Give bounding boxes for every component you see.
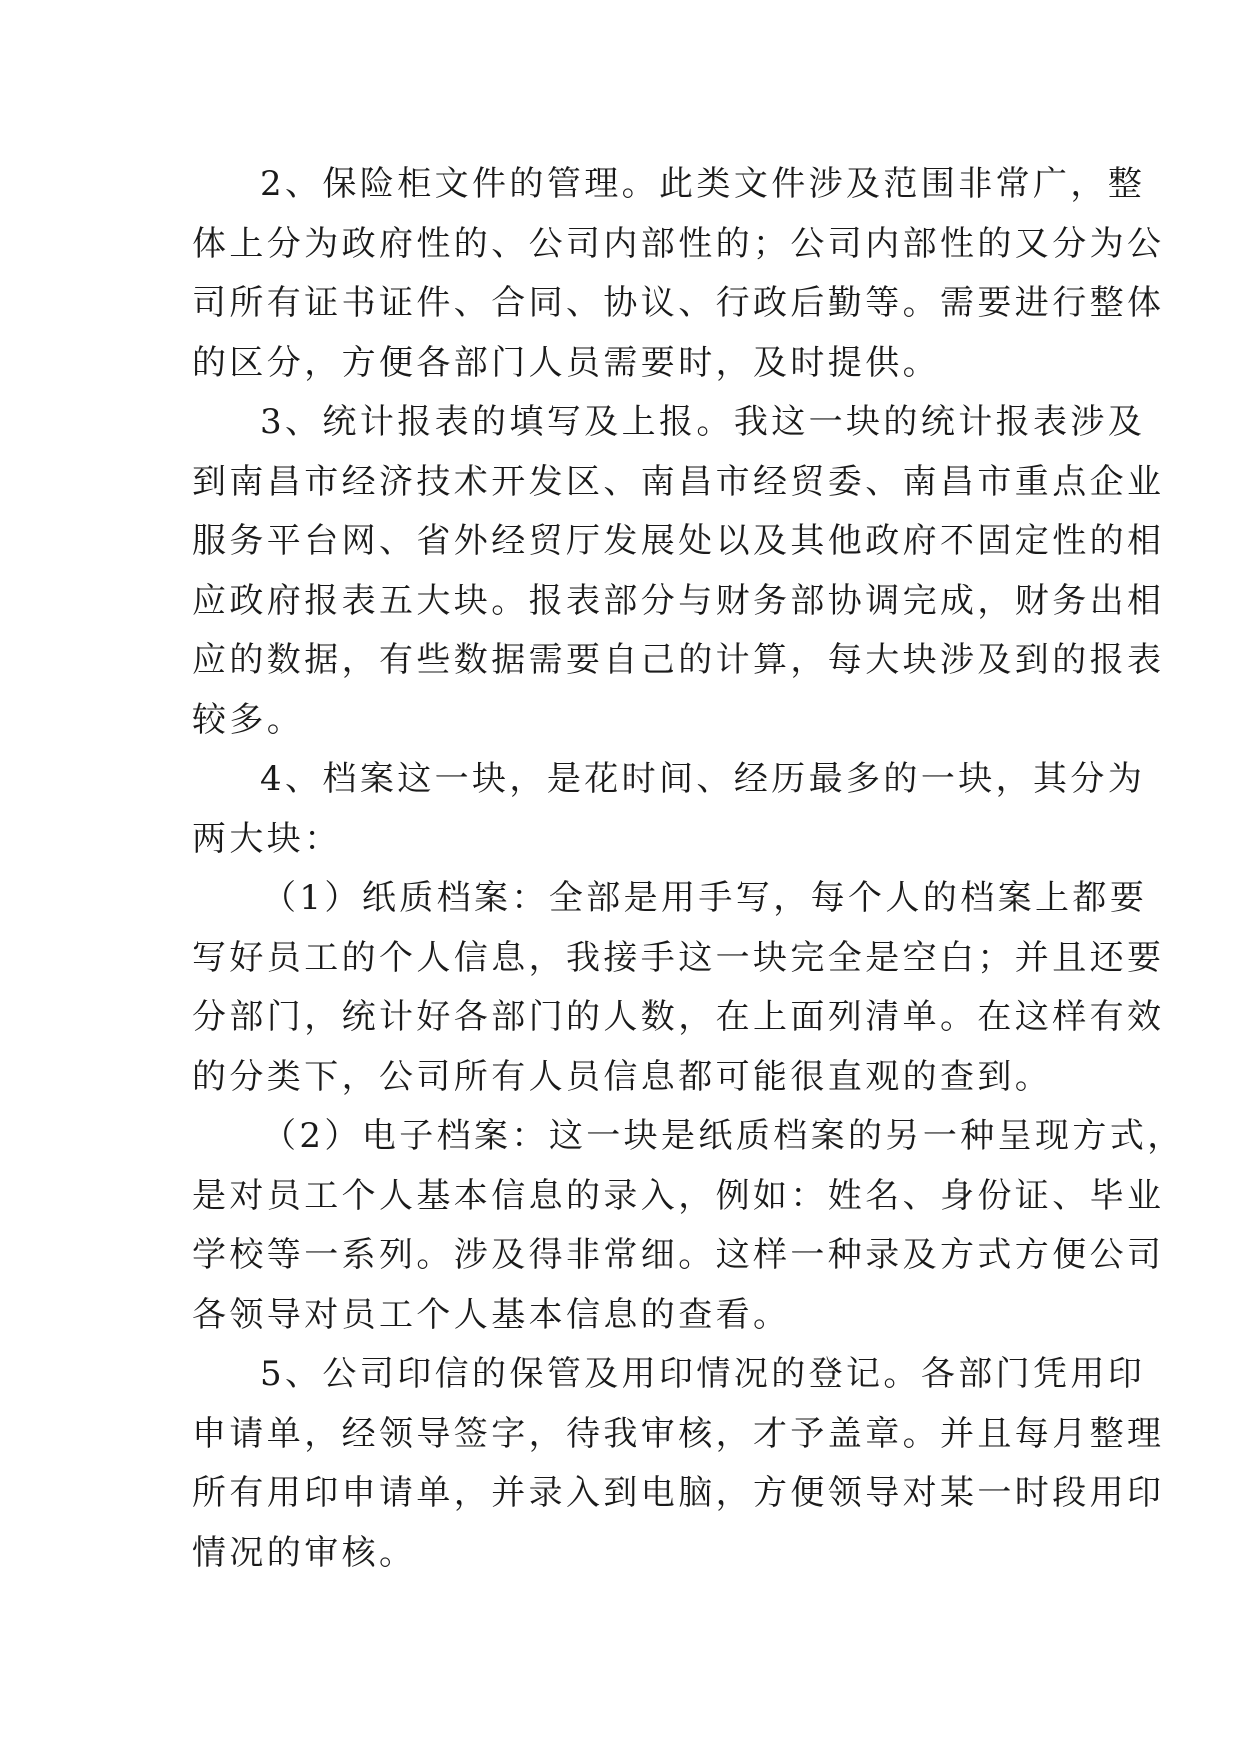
text-line: （2）电子档案：这一块是纸质档案的另一种呈现方式， xyxy=(262,1116,1185,1156)
text-line: 应的数据，有些数据需要自己的计算，每大块涉及到的报表 xyxy=(192,640,1165,680)
text-line: 服务平台网、省外经贸厅发展处以及其他政府不固定性的相 xyxy=(192,521,1165,561)
paragraph-seal-management xyxy=(192,1345,1165,1583)
text-line: 4、档案这一块，是花时间、经历最多的一块，其分为 xyxy=(260,759,1146,799)
text-line: 写好员工的个人信息，我接手这一块完全是空白；并且还要 xyxy=(192,937,1165,978)
text-line: 5、公司印信的保管及用印情况的登记。各部门凭用印 xyxy=(260,1354,1146,1394)
paragraph-electronic-archives xyxy=(192,1107,1185,1345)
text-line: 的区分，方便各部门人员需要时，及时提供。 xyxy=(192,342,940,383)
text-line: 所有用印申请单，并录入到电脑，方便领导对某一时段用印 xyxy=(192,1473,1165,1513)
paragraph-paper-archives xyxy=(192,869,1165,1107)
paragraph-archives xyxy=(192,750,1146,869)
text-line: 体上分为政府性的、公司内部性的；公司内部性的又分为公 xyxy=(192,223,1165,264)
text-line: 到南昌市经济技术开发区、南昌市经贸委、南昌市重点企业 xyxy=(192,461,1165,502)
text-line: 司所有证书证件、合同、协议、行政后勤等。需要进行整体 xyxy=(192,283,1165,323)
document-body xyxy=(192,155,1185,1583)
text-line: 学校等一系列。涉及得非常细。这样一种录及方式方便公司 xyxy=(192,1235,1165,1275)
text-line: 3、统计报表的填写及上报。我这一块的统计报表涉及 xyxy=(260,402,1146,442)
text-line: 较多。 xyxy=(192,699,305,740)
text-line: 分部门，统计好各部门的人数，在上面列清单。在这样有效 xyxy=(192,997,1165,1037)
text-line: 各领导对员工个人基本信息的查看。 xyxy=(192,1294,791,1335)
text-line: 两大块： xyxy=(192,818,342,859)
paragraph-safe-documents xyxy=(192,155,1165,393)
text-line: （1）纸质档案：全部是用手写，每个人的档案上都要 xyxy=(262,878,1148,918)
text-line: 2、保险柜文件的管理。此类文件涉及范围非常广，整 xyxy=(260,164,1146,204)
text-line: 是对员工个人基本信息的录入，例如：姓名、身份证、毕业 xyxy=(192,1175,1165,1216)
text-line: 的分类下，公司所有人员信息都可能很直观的查到。 xyxy=(192,1056,1053,1097)
text-line: 应政府报表五大块。报表部分与财务部协调完成，财务出相 xyxy=(192,580,1165,621)
text-line: 申请单，经领导签字，待我审核，才予盖章。并且每月整理 xyxy=(192,1413,1165,1454)
paragraph-statistical-reports xyxy=(192,393,1165,750)
text-line: 情况的审核。 xyxy=(192,1532,417,1573)
